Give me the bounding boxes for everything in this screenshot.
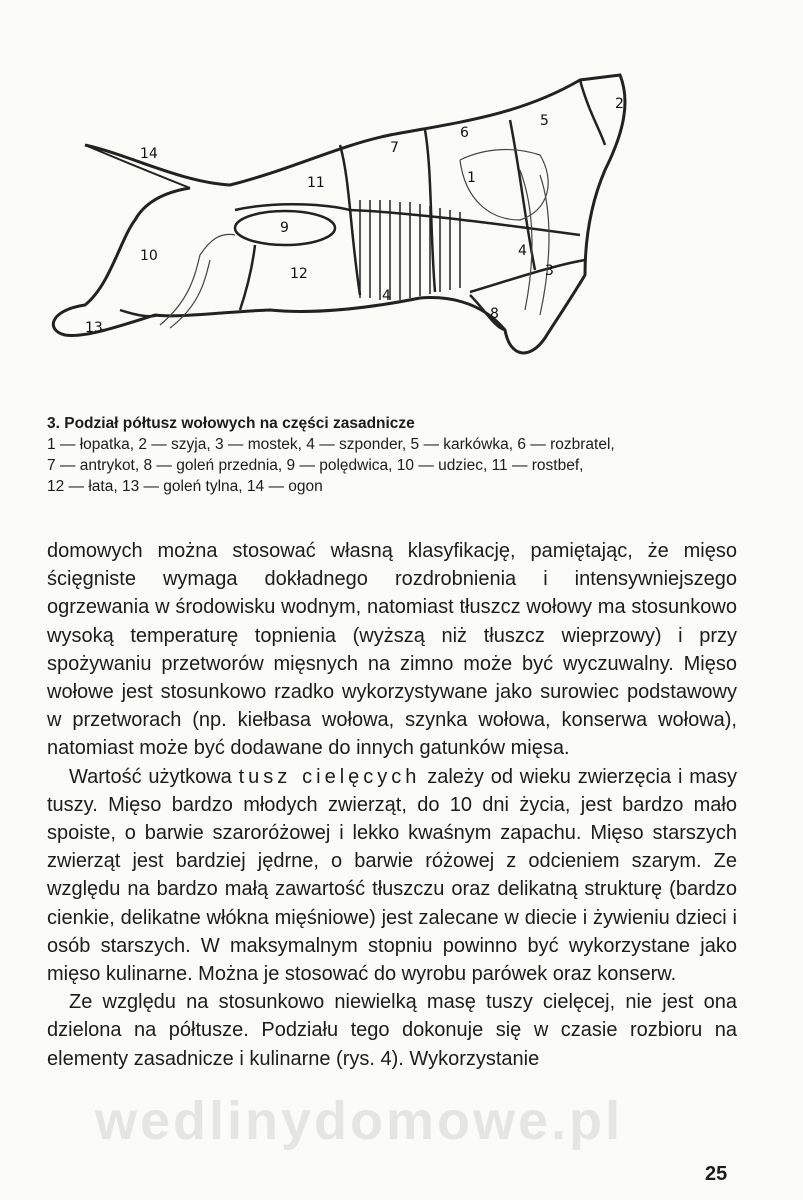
page-number: 25: [705, 1163, 728, 1185]
diagram-label: 12: [290, 266, 308, 282]
paragraph: domowych można stosować własną klasyfikację, pamiętając, że mięso ścięgniste wymaga dokładnego rozdrobnienia i intensywniejszego ogrzewania w środowisku wodnym, natomiast tłuszcz wołowy ma stosunkowo wysoką temperaturę topnienia (wyższą niż tłuszcz wieprzowy) i przy spożywaniu przetworów mięsnych na zimno może być wyczuwalny. Mięso wołowe jest stosunkowo rzadko wykorzystywane jako surowiec podstawowy w przetworach (np. kiełbasa wołowa, szynka wołowa, konserwa wołowa), natomiast może być dodawane do innych gatunków mięsa.: [47, 540, 737, 760]
paragraph-text: Wartość użytkowa: [69, 765, 232, 788]
body-text: [47, 537, 737, 1073]
diagram-label: 2: [615, 96, 624, 112]
beef-half-carcass-diagram: [40, 60, 640, 380]
diagram-label: 8: [490, 306, 499, 322]
caption-legend-line: 7 — antrykot, 8 — goleń przednia, 9 — polędwica, 10 — udziec, 11 — rostbef,: [47, 457, 584, 474]
diagram-label: 14: [140, 146, 158, 162]
paragraph: Ze względu na stosunkowo niewielką masę tuszy cielęcej, nie jest ona dzielona na półtusze. Podziału tego dokonuje się w czasie rozbioru na elementy zasadnicze i kulinarne (rys. 4). Wykorzystanie: [47, 991, 737, 1070]
caption-legend-line: 12 — łata, 13 — goleń tylna, 14 — ogon: [47, 478, 323, 495]
diagram-label: 10: [140, 248, 158, 264]
diagram-label: 1: [467, 170, 476, 186]
diagram-label: 7: [390, 140, 399, 156]
caption-title: 3. Podział półtusz wołowych na części zasadnicze: [47, 415, 415, 432]
diagram-label: 11: [307, 175, 325, 191]
watermark: wedlinydomowe.pl: [95, 1091, 624, 1151]
emphasized-term: tusz cielęcych: [238, 765, 421, 788]
diagram-label: 5: [540, 113, 549, 129]
diagram-label: 9: [280, 220, 289, 236]
diagram-label: 3: [545, 263, 554, 279]
figure-caption: [47, 413, 767, 497]
diagram-label: 6: [460, 125, 469, 141]
paragraph: [47, 763, 737, 989]
diagram-label: 4: [518, 243, 527, 259]
diagram-label: 4: [382, 288, 391, 304]
diagram-label: 13: [85, 320, 103, 336]
caption-legend-line: 1 — łopatka, 2 — szyja, 3 — mostek, 4 — szponder, 5 — karkówka, 6 — rozbratel,: [47, 436, 615, 453]
paragraph-text: zależy od wieku zwierzęcia i masy tuszy. Mięso bardzo młodych zwierząt, do 10 dni życia, jest bardzo mało spoiste, o barwie szaroróżowej i lekko kwaśnym zapachu. Mięso starszych zwierząt jest bardziej jędrne, o barwie różowej z odcieniem szarym. Ze względu na bardzo małą zawartość tłuszczu oraz delikatną strukturę (bardzo cienkie, delikatne włókna mięśniowe) jest zalecane w diecie i żywieniu dzieci i osób starszych. W maksymalnym stopniu powinno być wykorzystane jako mięso kulinarne. Można je stosować do wyrobu parówek oraz konserw.: [47, 765, 737, 986]
